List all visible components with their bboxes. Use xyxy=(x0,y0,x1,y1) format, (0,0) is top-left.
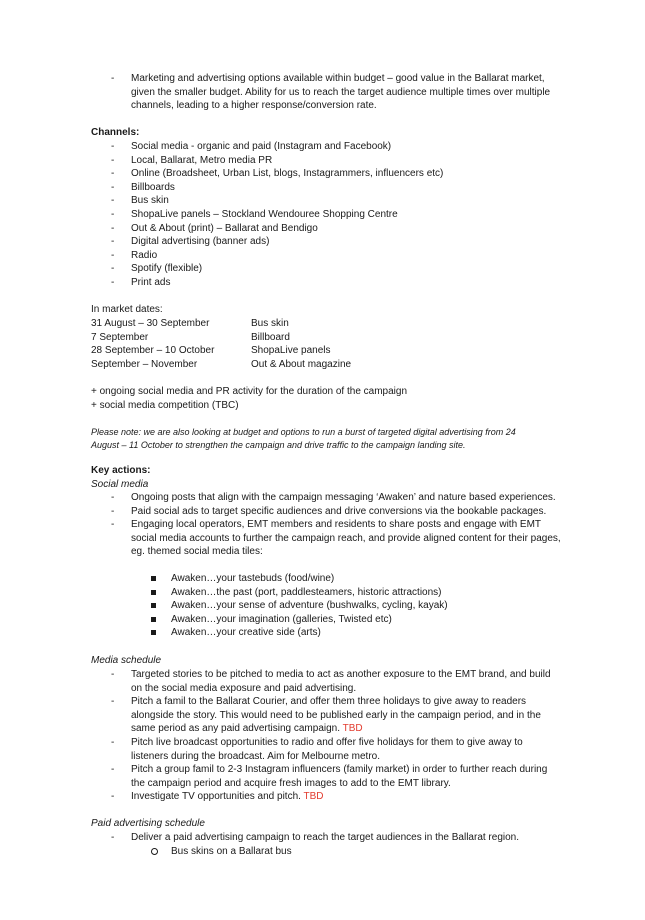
channel-item: - Local, Ballarat, Metro media PR xyxy=(91,154,561,168)
channel-item: - Out & About (print) – Ballarat and Bendigo xyxy=(91,222,561,236)
media-schedule-text: Pitch a famil to the Ballarat Courier, and offer them three holidays to give away to readers alongside the story. This would need to be published early in the campaign period, and in the same period as any paid advertising campaign. xyxy=(131,696,541,735)
channel-item: - Billboards xyxy=(91,181,561,195)
channel-item: - Spotify (flexible) xyxy=(91,262,561,276)
media-schedule-item xyxy=(91,695,561,736)
media-schedule-text: Investigate TV opportunities and pitch. xyxy=(131,791,301,803)
market-date: 7 September xyxy=(91,331,149,343)
campaign-note: Please note: we are also looking at budget and options to run a burst of targeted digital advertising from 24 August – 11 October to strengthen the campaign and drive traffic to the campaign landing site. xyxy=(91,427,516,451)
market-date-row xyxy=(91,317,561,331)
social-tile-item: Awaken…your creative side (arts) xyxy=(91,626,561,640)
media-schedule-item: - Pitch a group famil to 2-3 Instagram influencers (family market) in order to further reach during the campaign period and acquire fresh images to add to the EMT library. xyxy=(91,763,561,790)
channel-item: - Social media - organic and paid (Instagram and Facebook) xyxy=(91,140,561,154)
social-media-item: - Paid social ads to target specific audiences and drive conversions via the bookable packages. xyxy=(91,505,561,519)
social-tile-item: Awaken…your imagination (galleries, Twisted etc) xyxy=(91,613,561,627)
channels-list xyxy=(91,140,561,290)
market-date-row xyxy=(91,331,561,345)
channel-item: - Bus skin xyxy=(91,194,561,208)
media-schedule-item xyxy=(91,790,561,804)
social-tiles-list xyxy=(91,572,561,640)
social-tile-item: Awaken…the past (port, paddlesteamers, historic attractions) xyxy=(91,586,561,600)
market-date: 31 August – 30 September xyxy=(91,318,210,329)
tbd-tag: TBD xyxy=(342,723,363,735)
paid-advertising-sub-item: Bus skins on a Ballarat bus xyxy=(91,845,561,859)
social-media-item: - Engaging local operators, EMT members and residents to share posts and engage with EMT social media accounts to further the campaign reach, and provide aligned content for their pages, eg. themed social media tiles: xyxy=(91,518,561,559)
market-date-row xyxy=(91,358,561,372)
social-tile-item: Awaken…your tastebuds (food/wine) xyxy=(91,572,561,586)
social-media-item: - Ongoing posts that align with the campaign messaging ‘Awaken’ and nature based experiences. xyxy=(91,491,561,505)
social-tile-item: Awaken…your sense of adventure (bushwalks, cycling, kayak) xyxy=(91,599,561,613)
media-schedule-heading: Media schedule xyxy=(91,655,162,666)
channel-item: - Print ads xyxy=(91,276,561,290)
channel-item: - ShopaLive panels – Stockland Wendouree Shopping Centre xyxy=(91,208,561,222)
media-schedule-item: - Targeted stories to be pitched to media to act as another exposure to the EMT brand, and build on the social media exposure and paid advertising. xyxy=(91,668,561,695)
social-media-list xyxy=(91,491,561,559)
paid-advertising-heading: Paid advertising schedule xyxy=(91,818,205,829)
intro-list xyxy=(91,72,561,113)
market-date: September – November xyxy=(91,358,198,370)
extra-line: + social media competition (TBC) xyxy=(91,400,239,411)
market-dates-heading: In market dates: xyxy=(91,304,163,315)
extra-line: + ongoing social media and PR activity for the duration of the campaign xyxy=(91,386,408,397)
market-date-item: ShopaLive panels xyxy=(251,345,331,357)
channel-item: - Digital advertising (banner ads) xyxy=(91,235,561,249)
social-media-heading: Social media xyxy=(91,479,149,490)
market-date: 28 September – 10 October xyxy=(91,345,215,357)
market-dates-table xyxy=(91,317,561,371)
paid-advertising-list xyxy=(91,831,561,845)
paid-advertising-item: - Deliver a paid advertising campaign to reach the target audiences in the Ballarat region. xyxy=(91,831,561,845)
tbd-tag: TBD xyxy=(303,791,324,803)
market-date-row xyxy=(91,344,561,358)
paid-advertising-sub-list xyxy=(91,845,561,859)
market-date-item: Out & About magazine xyxy=(251,358,352,370)
market-date-item: Bus skin xyxy=(251,318,289,329)
intro-item: - Marketing and advertising options available within budget – good value in the Ballarat market, given the smaller budget. Ability for us to reach the target audience multiple times over multiple channels, leading to a higher response/conversion rate. xyxy=(91,72,561,113)
market-date-item: Billboard xyxy=(251,331,290,343)
media-schedule-list xyxy=(91,668,561,804)
media-schedule-item: - Pitch live broadcast opportunities to radio and offer five holidays for them to give away to listeners during the broadcast. Aim for Melbourne metro. xyxy=(91,736,561,763)
channel-item: - Radio xyxy=(91,249,561,263)
channels-heading: Channels: xyxy=(91,127,140,138)
channel-item: - Online (Broadsheet, Urban List, blogs, Instagrammers, influencers etc) xyxy=(91,167,561,181)
key-actions-heading: Key actions: xyxy=(91,465,151,476)
